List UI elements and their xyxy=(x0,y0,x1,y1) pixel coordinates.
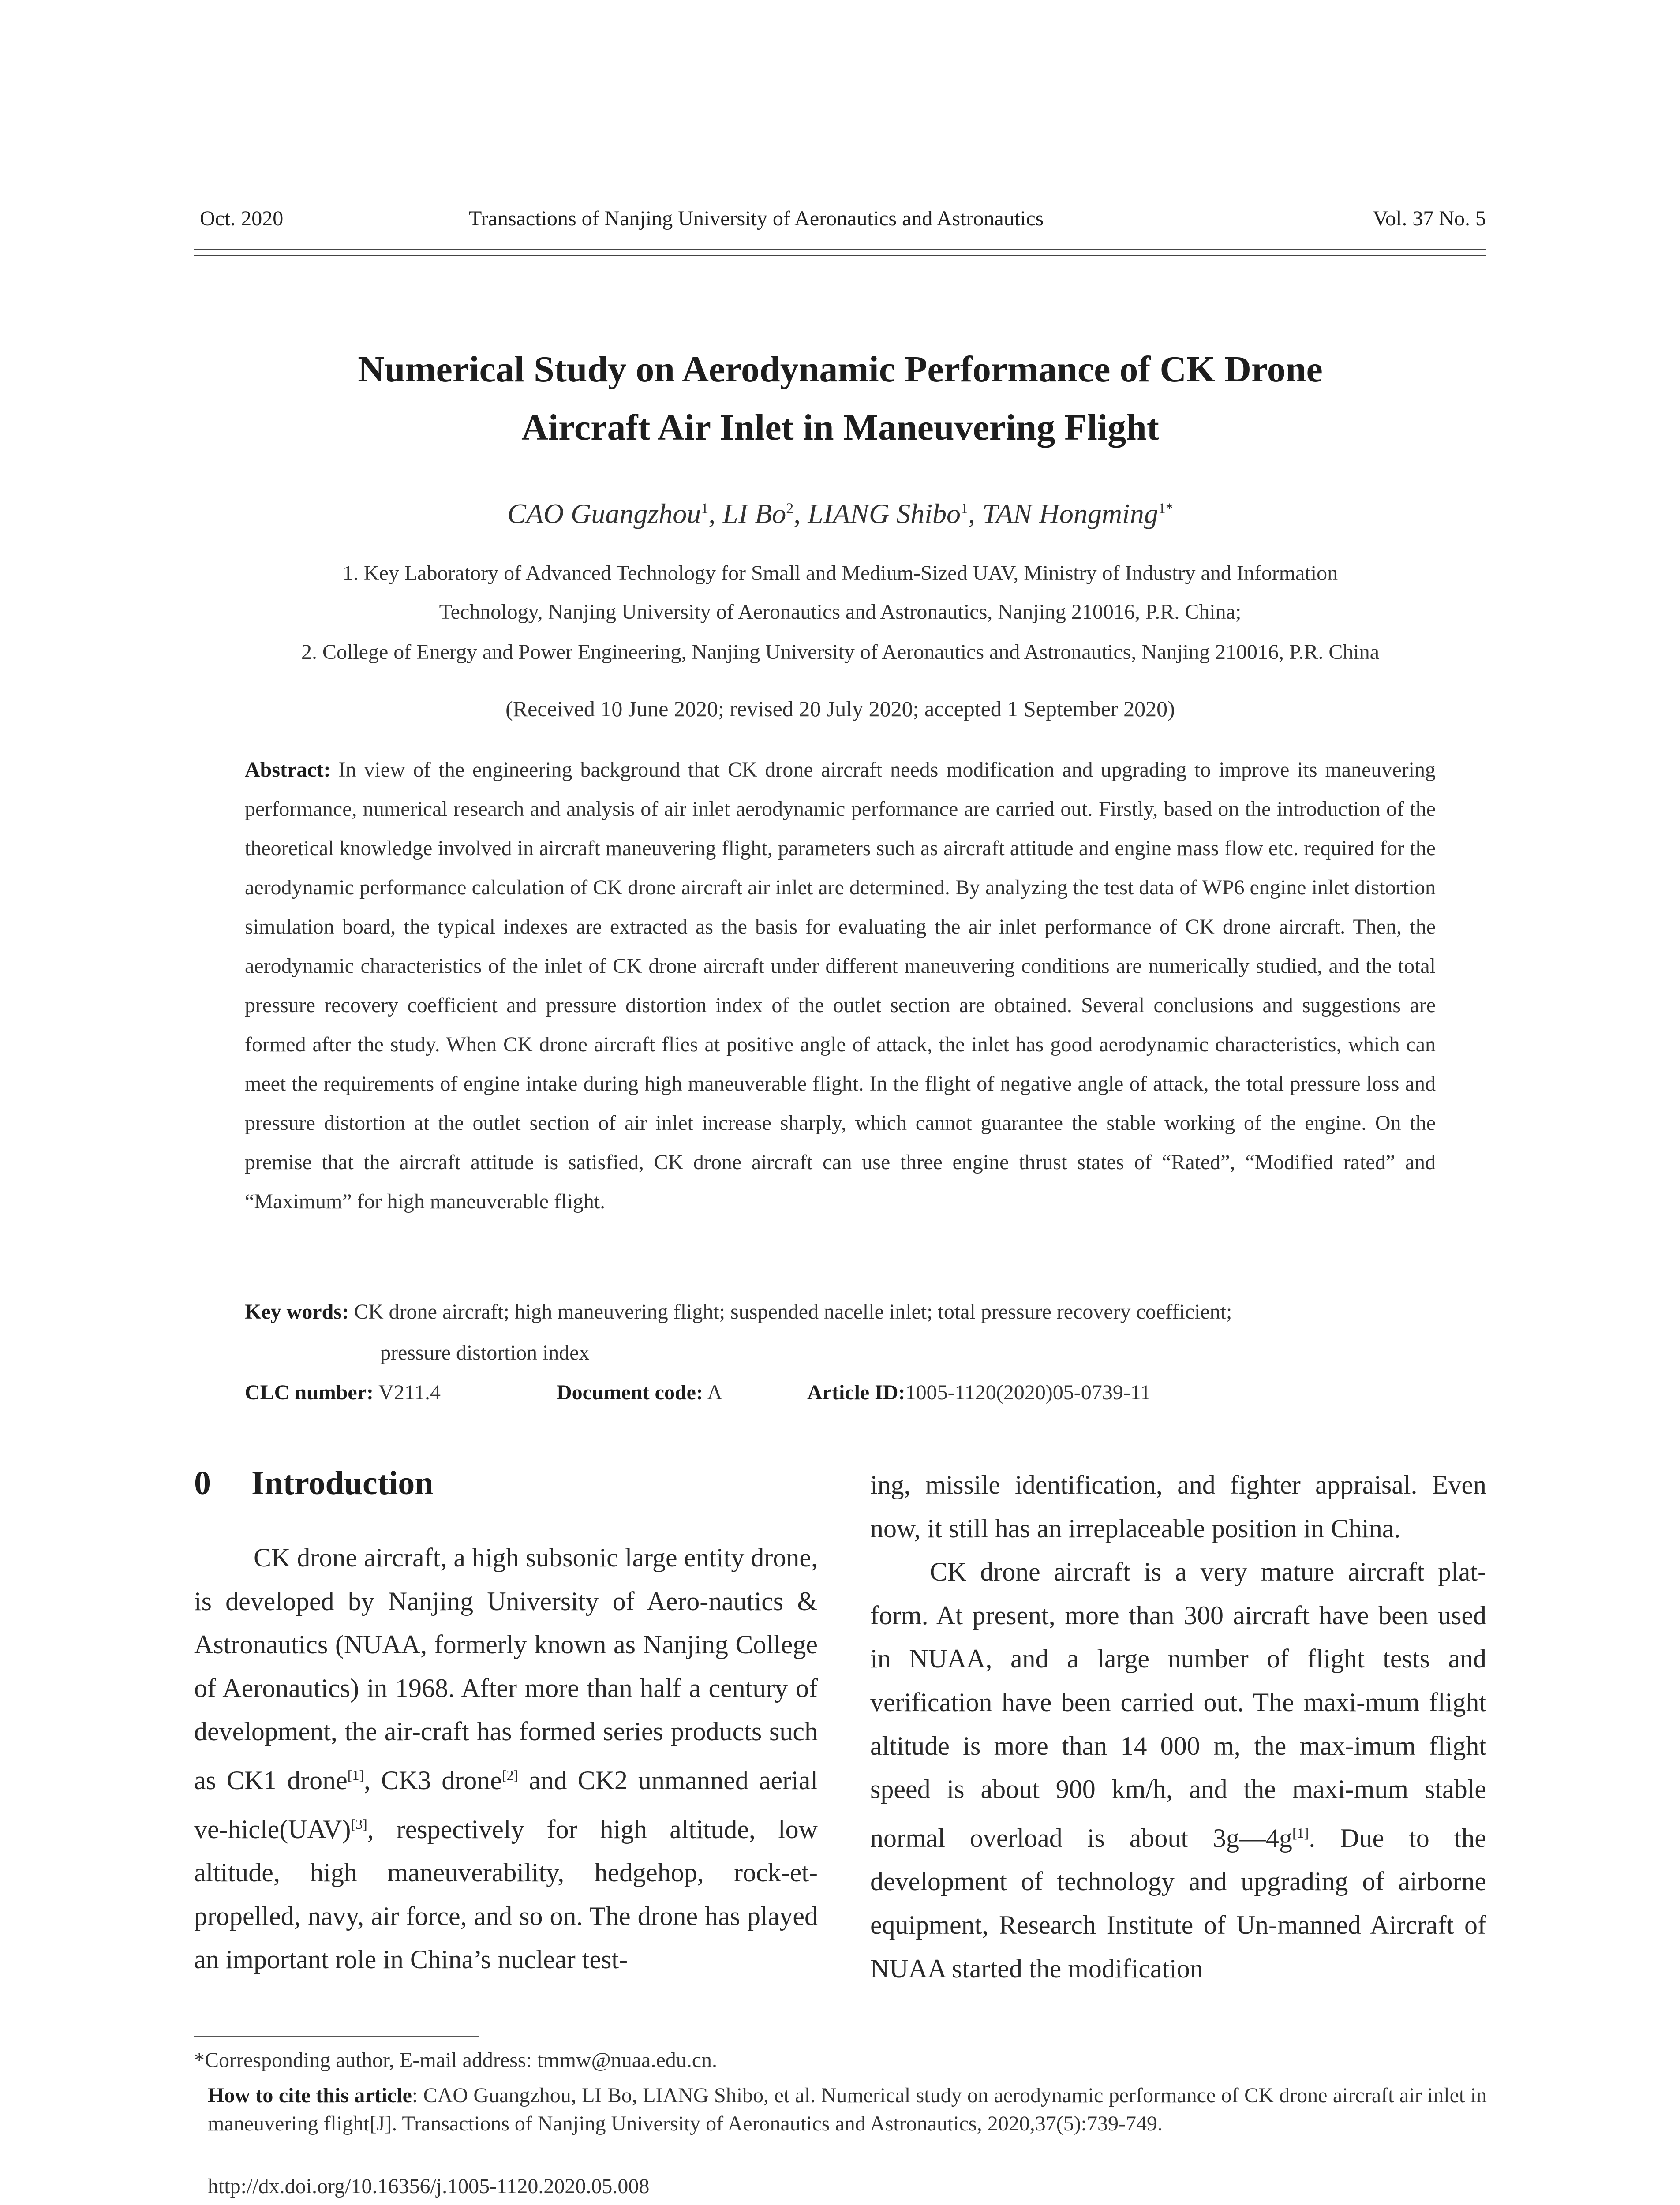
article-id-label: Article ID: xyxy=(807,1381,905,1404)
citation-link[interactable]: [1] xyxy=(1292,1824,1309,1841)
citation-link[interactable]: [2] xyxy=(501,1767,519,1783)
document-code-label: Document code: xyxy=(557,1381,703,1404)
clc-label: CLC number: xyxy=(245,1381,374,1404)
keywords xyxy=(245,1300,1436,1324)
author-affiliation-mark: 2 xyxy=(786,500,794,517)
author-affiliation-mark: 1 xyxy=(701,500,709,517)
keywords-line: pressure distortion index xyxy=(380,1341,590,1364)
section-heading xyxy=(194,1464,433,1502)
body-paragraph: ing, missile identification, and fighter appraisal. Even now, it still has an irreplaceable position in China. xyxy=(870,1470,1486,1543)
running-header-volume: Vol. 37 No. 5 xyxy=(1373,207,1486,230)
author-name: LIANG Shibo xyxy=(808,498,961,529)
document-code-value: A xyxy=(707,1381,722,1404)
body-text: CK drone aircraft, a high subsonic large entity drone, is developed by Nanjing University of Aero-nautics & Astronautics (NUAA, formerly known as Nanjing College of Aeronautics) in 1968. After more than half a century of development, the air-craft has formed series products such as CK1 drone xyxy=(194,1543,818,1795)
abstract-label: Abstract: xyxy=(245,758,331,781)
citation-link[interactable]: [1] xyxy=(347,1767,364,1783)
body-paragraph xyxy=(194,1536,818,1981)
header-rule xyxy=(194,249,1486,250)
body-text: . Due to the development of technology and upgrading of airborne equipment, Research Institute of Un-manned Aircraft of NUAA started the modification xyxy=(870,1823,1486,1983)
corresponding-author-note: *Corresponding author, E-mail address: tmmw@nuaa.edu.cn. xyxy=(194,2048,718,2072)
paper-title xyxy=(194,340,1486,457)
running-header-journal: Transactions of Nanjing University of Aeronautics and Astronautics xyxy=(469,207,1044,230)
citation-note xyxy=(208,2082,1487,2138)
author-list: CAO Guangzhou$^1$, LI Bo$^2$, LIANG Shibo$^1$, TAN Hongming$^{1*}$ xyxy=(507,498,1173,529)
body-text: , respectively for high altitude, low altitude, high maneuverability, hedgehop, rock-et-propelled, navy, air force, and so on. The drone has played an important role in China’s nuclear test- xyxy=(194,1814,818,1974)
citation-link[interactable]: [3] xyxy=(351,1816,367,1832)
affiliation-1-line-2: Technology, Nanjing University of Aeronautics and Astronautics, Nanjing 210016, P.R. China; xyxy=(439,600,1242,624)
section-title: Introduction xyxy=(251,1465,434,1502)
author-affiliation-mark: 1* xyxy=(1158,500,1173,517)
body-paragraph xyxy=(870,1550,1486,1990)
author-name: CAO Guangzhou xyxy=(507,498,701,529)
doi-link[interactable]: http://dx.doi.org/10.16356/j.1005-1120.2020.05.008 xyxy=(208,2175,650,2198)
author-affiliation-mark: 1 xyxy=(960,500,968,517)
author-name: TAN Hongming xyxy=(982,498,1158,529)
keywords-line: CK drone aircraft; high maneuvering flight; suspended nacelle inlet; total pressure recovery coefficient; xyxy=(354,1300,1232,1323)
abstract xyxy=(245,750,1436,1221)
affiliation-2: 2. College of Energy and Power Engineering, Nanjing University of Aeronautics and Astronautics, Nanjing 210016, P.R. China xyxy=(301,640,1380,664)
body-column-left xyxy=(194,1536,818,1981)
footnote-rule xyxy=(194,2036,479,2037)
citation-label: How to cite this article xyxy=(208,2084,412,2107)
keywords-label: Key words: xyxy=(245,1300,349,1323)
received-dates: (Received 10 June 2020; revised 20 July 2020; accepted 1 September 2020) xyxy=(505,696,1175,721)
running-header-date: Oct. 2020 xyxy=(200,207,284,230)
section-number: 0 xyxy=(194,1465,211,1502)
affiliation-1-line-1: 1. Key Laboratory of Advanced Technology for Small and Medium-Sized UAV, Ministry of Industry and Information xyxy=(342,561,1338,585)
body-column-right xyxy=(870,1463,1486,1990)
citation-text: : CAO Guangzhou, LI Bo, LIANG Shibo, et al. Numerical study on aerodynamic performance of CK drone aircraft air inlet in maneuvering flight[J]. Transactions of Nanjing University of Aeronautics and Astronautics, 2020,37(5):739-749. xyxy=(208,2084,1487,2135)
abstract-text: In view of the engineering background that CK drone aircraft needs modification and upgrading to improve its maneuvering performance, numerical research and analysis of air inlet aerodynamic performance are carried out. Firstly, based on the introduction of the theoretical knowledge involved in aircraft maneuvering flight, parameters such as aircraft attitude and engine mass flow etc. required for the aerodynamic performance calculation of CK drone aircraft air inlet are determined. By analyzing the test data of WP6 engine inlet distortion simulation board, the typical indexes are extracted as the basis for evaluating the air inlet performance of CK drone aircraft. Then, the aerodynamic characteristics of the inlet of CK drone aircraft under different maneuvering conditions are numerically studied, and the total pressure recovery coefficient and pressure distortion index of the outlet section are obtained. Several conclusions and suggestions are formed after the study. When CK drone aircraft flies at positive angle of attack, the inlet has good aerodynamic characteristics, which can meet the requirements of engine intake during high maneuverable flight. In the flight of negative angle of attack, the total pressure loss and pressure distortion at the outlet section of air inlet increase sharply, which cannot guarantee the stable working of the engine. On the premise that the aircraft attitude is satisfied, CK drone aircraft can use three engine thrust states of “Rated”, “Modified rated” and “Maximum” for high maneuverable flight. xyxy=(245,758,1436,1213)
body-text: CK drone aircraft is a very mature aircraft plat-form. At present, more than 300 aircraft have been used in NUAA, and a large number of flight tests and verification have been carried out. The maxi-mum flight altitude is more than 14 000 m, the max-imum flight speed is about 900 km/h, and the maxi-mum stable normal overload is about 3g—4g xyxy=(870,1557,1486,1853)
author-name: LI Bo xyxy=(722,498,786,529)
body-text: and CK2 unmanned aerial ve-hicle(UAV) xyxy=(194,1765,818,1844)
header-rule xyxy=(194,255,1486,256)
document-code xyxy=(557,1380,722,1405)
clc-value: V211.4 xyxy=(378,1381,441,1404)
article-id-value: 1005-1120(2020)05-0739-11 xyxy=(905,1381,1151,1404)
clc-number xyxy=(245,1380,441,1405)
paper-title-line: Numerical Study on Aerodynamic Performance of CK Drone xyxy=(358,349,1323,390)
body-text: , CK3 drone xyxy=(364,1765,502,1795)
article-id xyxy=(807,1380,1151,1405)
paper-title-line: Aircraft Air Inlet in Maneuvering Flight xyxy=(521,407,1159,448)
